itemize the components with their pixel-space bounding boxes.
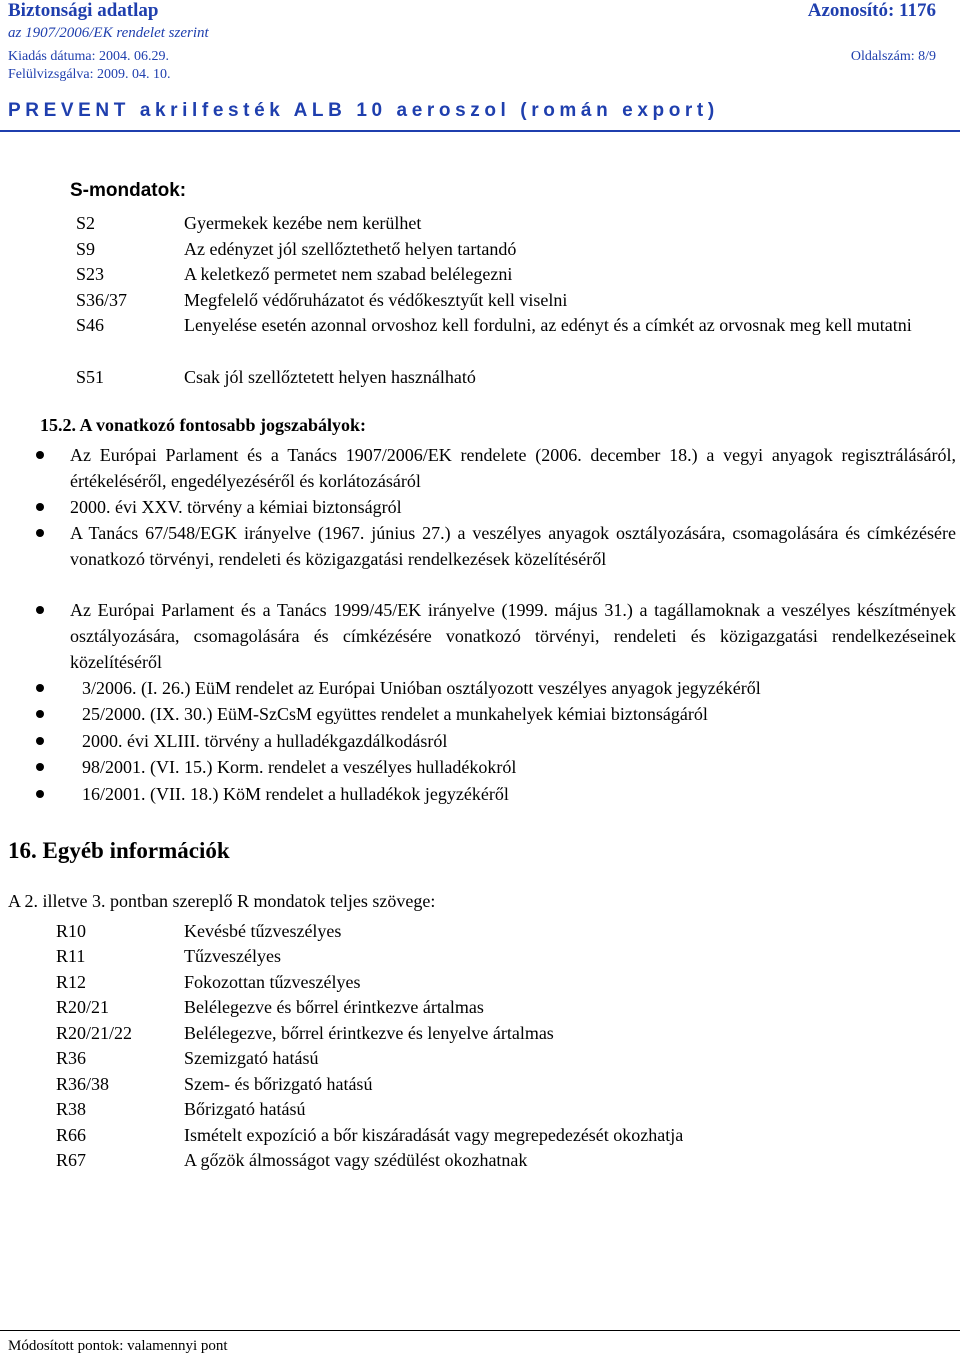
bullet-icon xyxy=(36,710,44,718)
r-phrase-code: R38 xyxy=(56,1099,87,1119)
regulation-text: 16/2001. (VII. 18.) KöM rendelet a hulladékok jegyzékéről xyxy=(82,784,509,804)
regulation-text: 25/2000. (IX. 30.) EüM-SzCsM együttes rendelet a munkahelyek kémiai biztonságáról xyxy=(82,704,708,724)
r-phrase-text: Kevésbé tűzveszélyes xyxy=(184,921,342,941)
r-phrase-code: R20/21 xyxy=(56,997,110,1017)
s-phrase-text: Megfelelő védőruházatot és védőkesztyűt kell viselni xyxy=(184,290,568,310)
s-phrase-code: S46 xyxy=(76,315,105,335)
r-phrase-text: Fokozottan tűzveszélyes xyxy=(184,972,361,992)
s-phrase-text: Gyermekek kezébe nem kerülhet xyxy=(184,213,422,233)
footer-note: Módosított pontok: valamennyi pont xyxy=(8,1338,228,1354)
s-phrase-text: Az edényzet jól szellőztethető helyen tartandó xyxy=(184,239,517,259)
bullet-icon xyxy=(36,684,44,692)
r-phrase-text: Szem- és bőrizgató hatású xyxy=(184,1074,373,1094)
r-phrase-code: R36/38 xyxy=(56,1074,110,1094)
s-phrase-code: S36/37 xyxy=(76,290,128,310)
revision-date: Felülvizsgálva: 2009. 04. 10. xyxy=(8,67,171,82)
bullet-icon xyxy=(36,606,44,614)
regulation-text: 2000. évi XXV. törvény a kémiai biztonságról xyxy=(70,497,402,517)
page-number: Oldalszám: 8/9 xyxy=(850,49,936,64)
regulation-text: 3/2006. (I. 26.) EüM rendelet az Európai Unióban osztályozott veszélyes anyagok jegyzékéről xyxy=(82,678,761,698)
r-phrase-text: Bőrizgató hatású xyxy=(184,1099,306,1119)
bullet-icon xyxy=(36,451,44,459)
r-phrase-text: Tűzveszélyes xyxy=(184,946,281,966)
s-phrase-code: S51 xyxy=(76,367,105,387)
regulation-text: A Tanács 67/548/EGK irányelve (1967. június 27.) a veszélyes anyagok osztályozására, csomagolására és címkézésére vonatkozó törvényi, rendeleti és közigazgatási rendelkezések közelítéséről xyxy=(70,523,956,569)
r-phrase-text: Ismételt expozíció a bőr kiszáradását vagy megrepedezését okozhatja xyxy=(184,1125,684,1145)
r-phrase-text: Belélegezve, bőrrel érintkezve és lenyelve ártalmas xyxy=(184,1023,554,1043)
document-id: Azonosító: 1176 xyxy=(807,0,936,21)
r-phrase-code: R20/21/22 xyxy=(56,1023,133,1043)
regulation-subtitle: az 1907/2006/EK rendelet szerint xyxy=(8,25,209,41)
issue-date: Kiadás dátuma: 2004. 06.29. xyxy=(8,49,169,64)
regulation-text: 98/2001. (VI. 15.) Korm. rendelet a veszélyes hulladékokról xyxy=(82,757,517,777)
header-divider xyxy=(0,130,960,132)
r-phrase-code: R10 xyxy=(56,921,87,941)
r-phrase-code: R11 xyxy=(56,946,86,966)
r-phrase-text: Szemizgató hatású xyxy=(184,1048,319,1068)
footer-divider xyxy=(0,1330,960,1331)
regulation-text: 2000. évi XLIII. törvény a hulladékgazdálkodásról xyxy=(82,731,448,751)
bullet-icon xyxy=(36,763,44,771)
document-title: Biztonsági adatlap xyxy=(8,0,159,21)
regulation-text: Az Európai Parlament és a Tanács 1999/45/EK irányelve (1999. május 31.) a tagállamoknak a veszélyes készítmények osztályozására, csomagolására és címkézésére vonatkozó törvényi, rendeleti és közigazgatási rendelkezéseinek közelítéséről xyxy=(70,600,956,672)
s-phrase-text: Csak jól szellőztetett helyen használható xyxy=(184,367,476,387)
s-phrase-text: A keletkező permetet nem szabad belélegezni xyxy=(184,264,513,284)
s-phrase-code: S23 xyxy=(76,264,105,284)
bullet-icon xyxy=(36,737,44,745)
regulations-heading: 15.2. A vonatkozó fontosabb jogszabályok: xyxy=(40,415,367,435)
other-info-heading: 16. Egyéb információk xyxy=(8,838,230,863)
r-phrases-intro: A 2. illetve 3. pontban szereplő R mondatok teljes szövege: xyxy=(8,891,436,911)
s-phrase-code: S9 xyxy=(76,239,96,259)
r-phrase-text: Belélegezve és bőrrel érintkezve ártalmas xyxy=(184,997,484,1017)
product-name: PREVENT akrilfesték ALB 10 aeroszol (román export) xyxy=(8,100,719,121)
r-phrase-code: R36 xyxy=(56,1048,87,1068)
regulation-text: Az Európai Parlament és a Tanács 1907/2006/EK rendelete (2006. december 18.) a vegyi anyagok regisztrálásáról, értékeléséről, engedélyezéséről és korlátozásáról xyxy=(70,445,956,491)
s-phrases-heading: S-mondatok: xyxy=(70,180,187,201)
bullet-icon xyxy=(36,503,44,511)
r-phrase-code: R66 xyxy=(56,1125,87,1145)
r-phrase-code: R67 xyxy=(56,1150,87,1170)
s-phrase-code: S2 xyxy=(76,213,96,233)
s-phrase-text: Lenyelése esetén azonnal orvoshoz kell fordulni, az edényt és a címkét az orvosnak meg kell mutatni xyxy=(184,315,912,335)
r-phrase-code: R12 xyxy=(56,972,87,992)
r-phrase-text: A gőzök álmosságot vagy szédülést okozhatnak xyxy=(184,1150,528,1170)
bullet-icon xyxy=(36,529,44,537)
bullet-icon xyxy=(36,790,44,798)
